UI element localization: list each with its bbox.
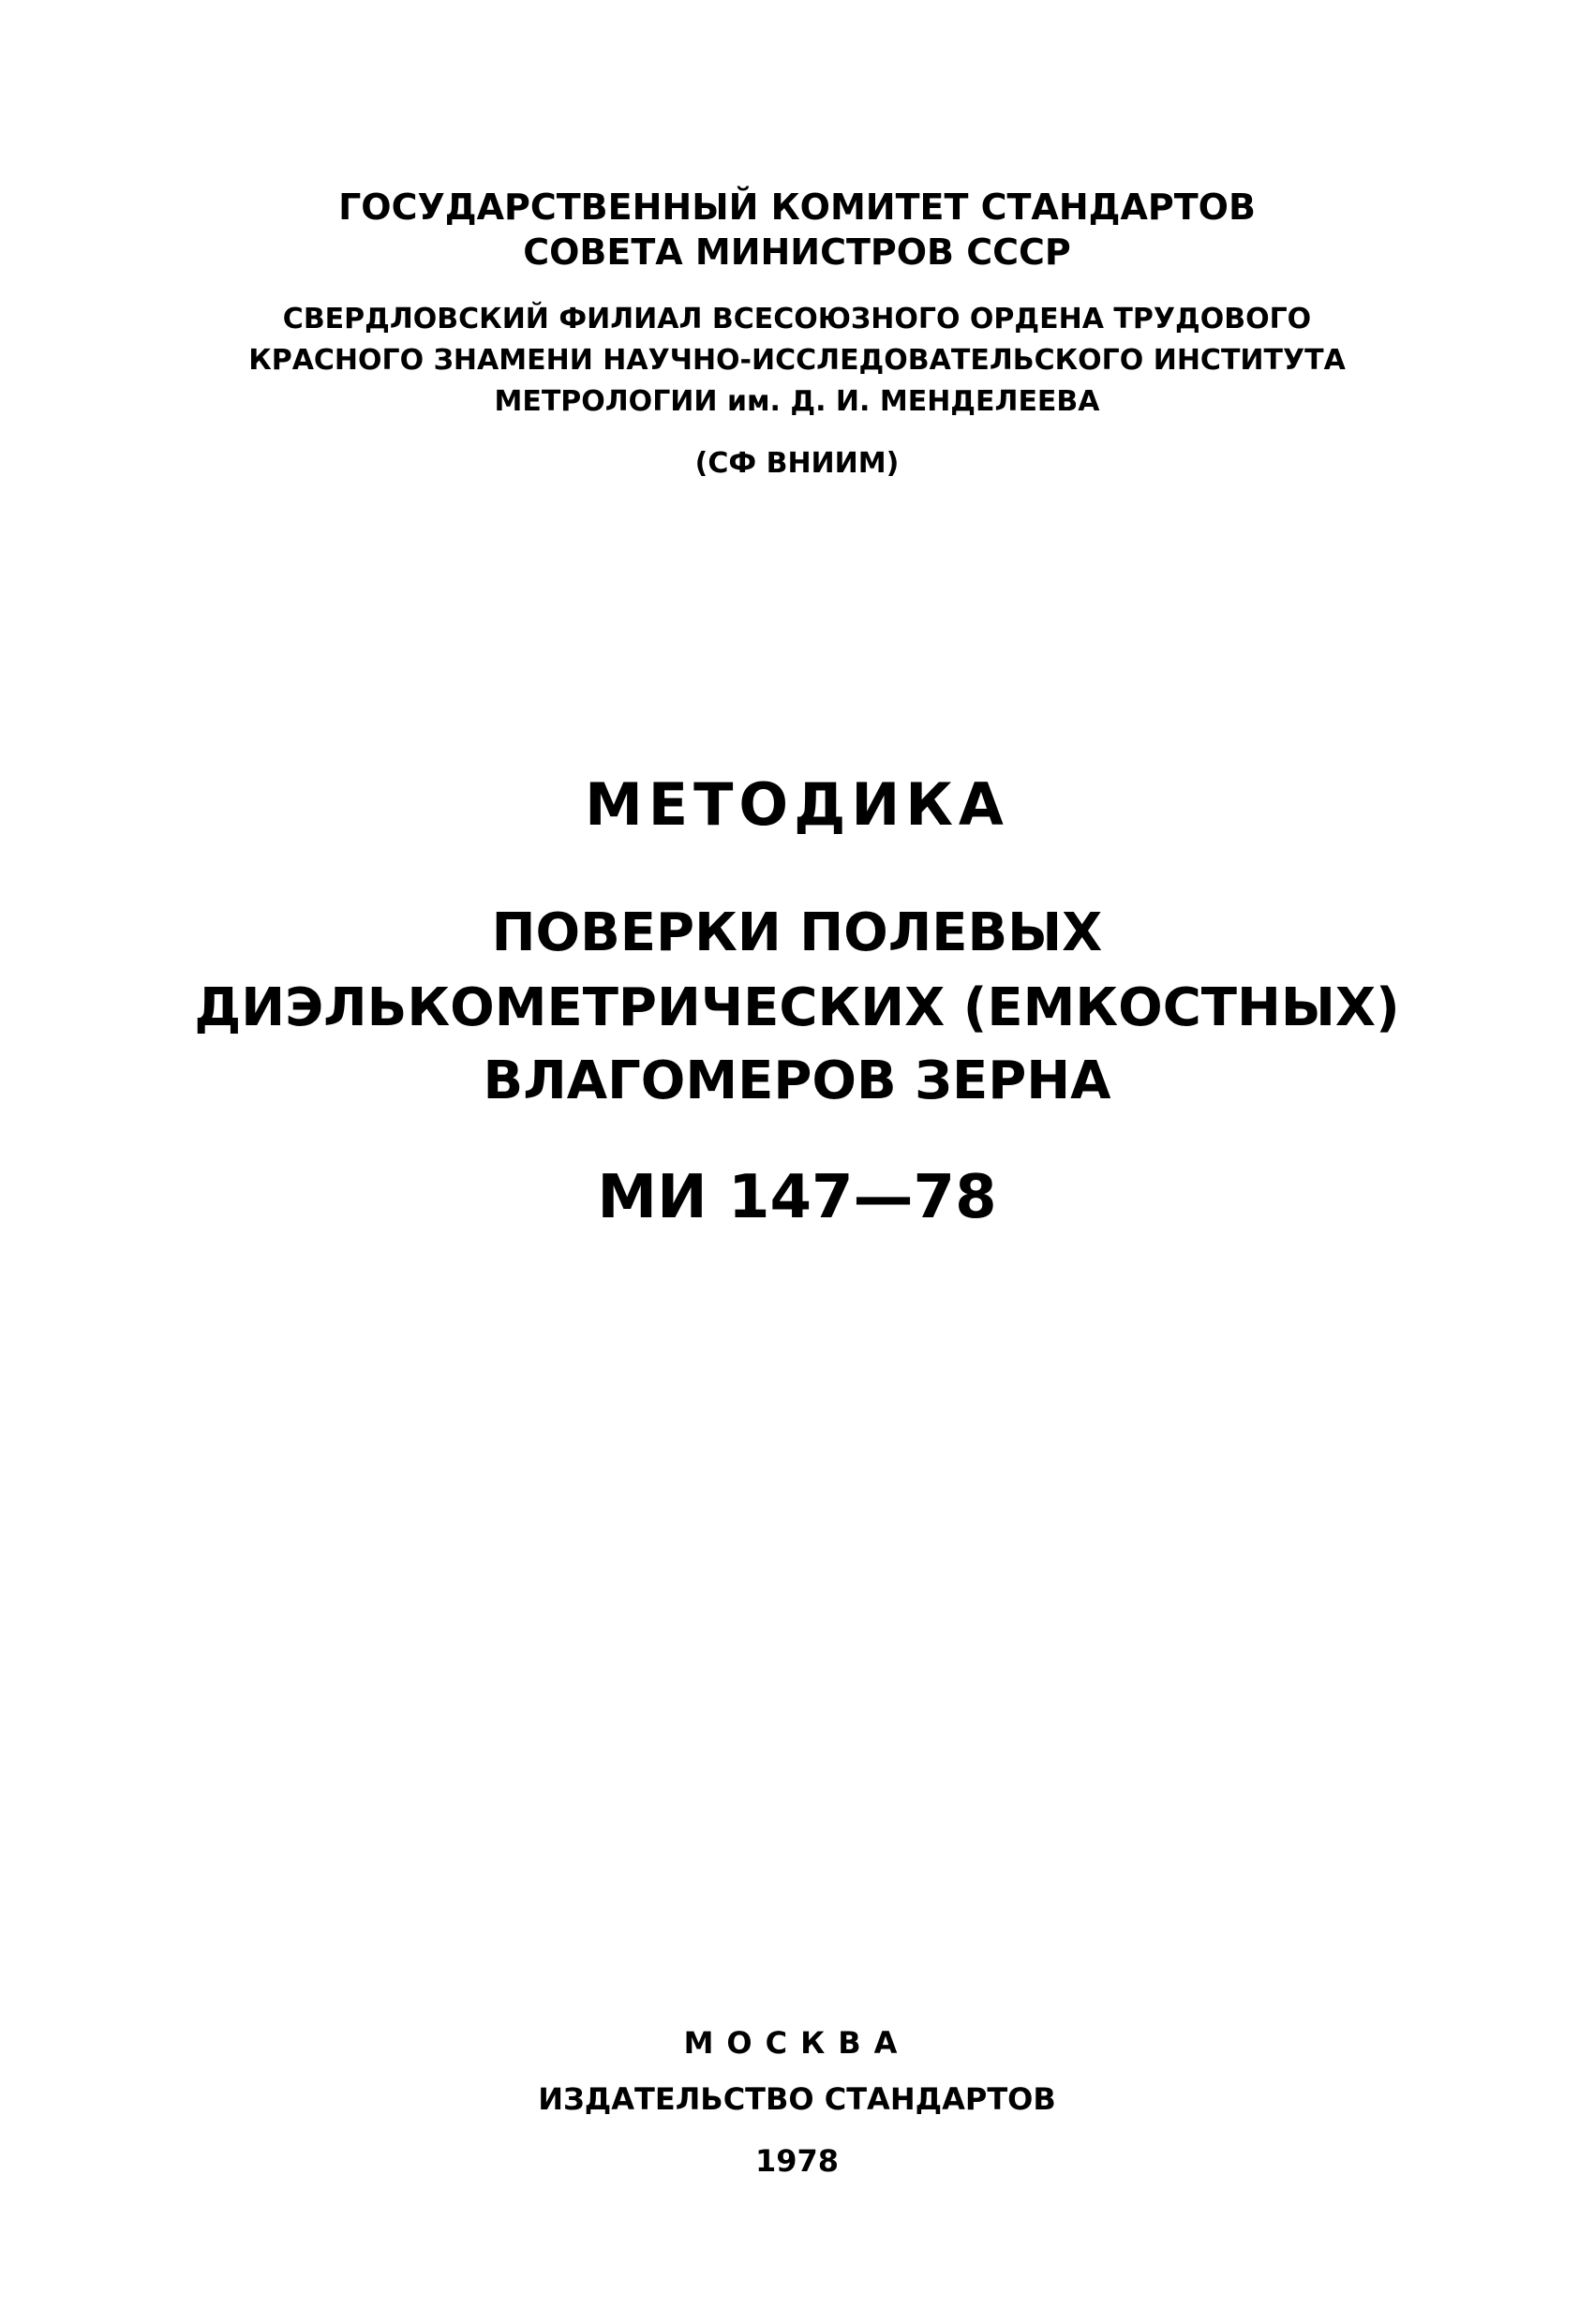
branch-line-1: СВЕРДЛОВСКИЙ ФИЛИАЛ ВСЕСОЮЗНОГО ОРДЕНА ТРУДОВОГО: [282, 303, 1312, 335]
year: 1978: [754, 2143, 840, 2179]
city: МОСКВА: [683, 2025, 911, 2061]
branch-line-3: МЕТРОЛОГИИ им. Д. И. МЕНДЕЛЕЕВА: [494, 385, 1100, 418]
title-line-1: ПОВЕРКИ ПОЛЕВЫХ: [491, 902, 1103, 963]
title-line-2: ДИЭЛЬКОМЕТРИЧЕСКИХ (ЕМКОСТНЫХ): [194, 977, 1400, 1038]
title-line-3: ВЛАГОМЕРОВ ЗЕРНА: [483, 1050, 1111, 1111]
publisher: ИЗДАТЕЛЬСТВО СТАНДАРТОВ: [538, 2081, 1056, 2117]
committee-line-2: СОВЕТА МИНИСТРОВ СССР: [523, 231, 1071, 273]
branch-line-2: КРАСНОГО ЗНАМЕНИ НАУЧНО-ИССЛЕДОВАТЕЛЬСКОГО ИНСТИТУТА: [248, 344, 1346, 377]
document-code: МИ 147—78: [597, 1163, 997, 1232]
document-type-title: МЕТОДИКА: [585, 770, 1009, 839]
institute-abbreviation: (СФ ВНИИМ): [694, 447, 900, 480]
committee-line-1: ГОСУДАРСТВЕННЫЙ КОМИТЕТ СТАНДАРТОВ: [338, 186, 1256, 228]
